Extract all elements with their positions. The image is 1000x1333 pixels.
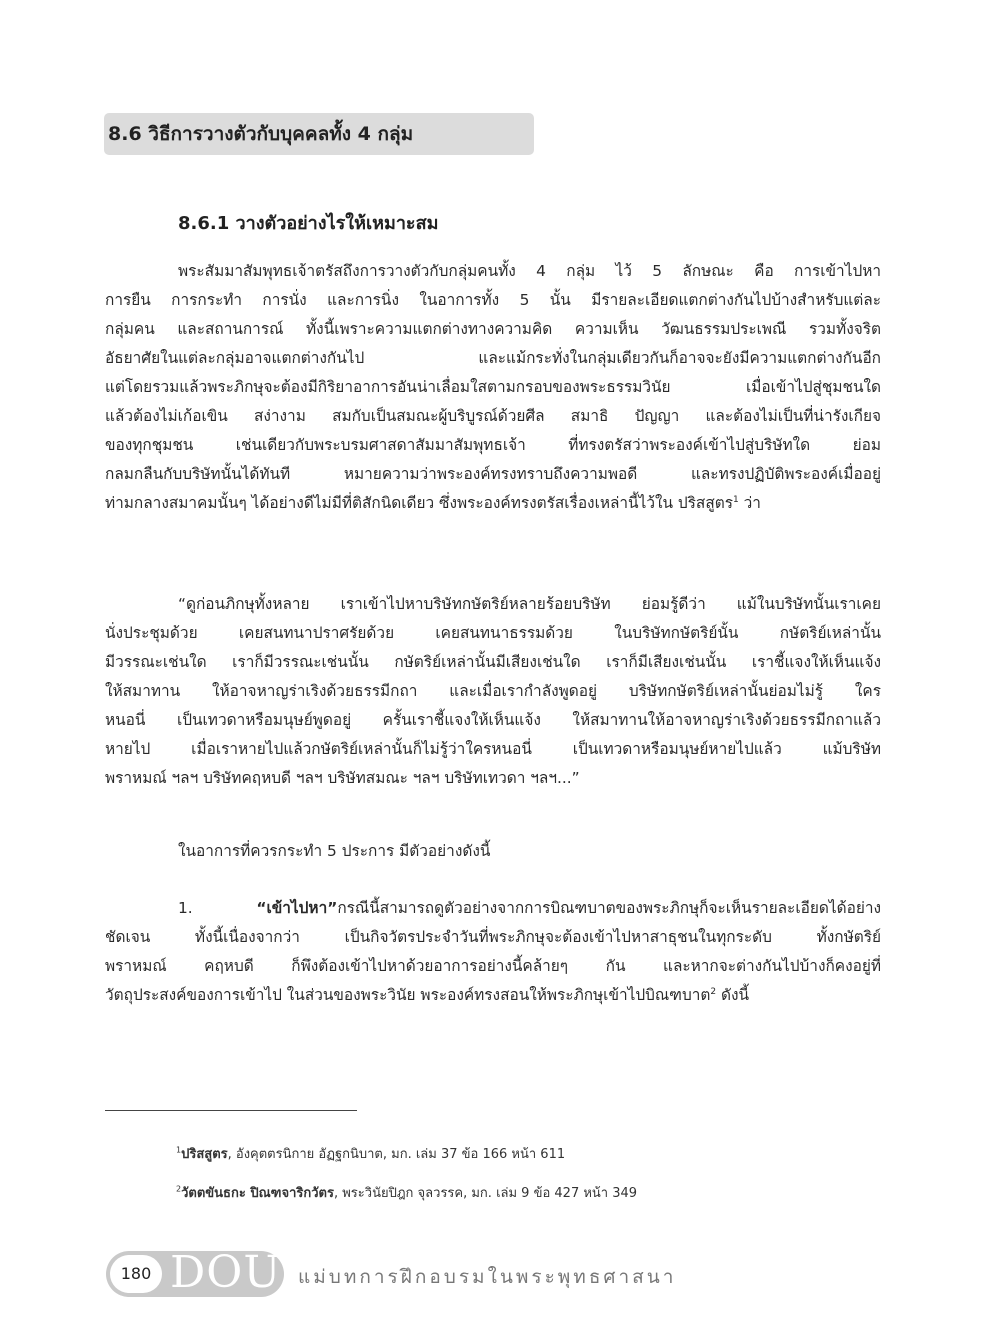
section-title: 8.6 วิธีการวางตัวกับบุคคลทั้ง 4 กลุ่ม <box>108 123 414 145</box>
paragraph-line: การยืน การกระทำ การนั่ง และการนิ่ง ในอาการทั้ง 5 นั้น มีรายละเอียดแตกต่างกันไปบ้างสำหรับแต่ละ <box>105 291 881 309</box>
footnote-1 <box>176 1143 565 1164</box>
footnote-source-title: ปริสสูตร <box>181 1147 228 1162</box>
footnote-source-text: , อังคุตตรนิกาย อัฏฐกนิบาต, มก. เล่ม 37 ข้อ 166 หน้า 611 <box>227 1147 566 1162</box>
paragraph-line: กลมกลืนกับบริษัทนั้นได้ทันที หมายความว่าพระองค์ทรงทราบถึงความพอดี และทรงปฏิบัติพระองค์เมื่ออยู่ <box>105 465 881 483</box>
item-term: “เข้าไปหา” <box>256 899 338 917</box>
footnote-source-title: วัตตขันธกะ ปิณฑจาริกวัตร <box>181 1186 334 1201</box>
paragraph-line: แล้วต้องไม่เก้อเขิน สง่างาม สมกับเป็นสมณะผู้บริบูรณ์ด้วยศีล สมาธิ ปัญญา และต้องไม่เป็นที่น่ารังเกียจ <box>105 407 881 425</box>
item-line: พราหมณ์ คฤหบดี ก็พึงต้องเข้าไปหาด้วยอาการอย่างนี้คล้ายๆ กัน และหากจะต่างกันไปบ้างก็คงอยู่ที่ <box>105 957 881 975</box>
quote-line: หนอนี่ เป็นเทวดาหรือมนุษย์พูดอยู่ ครั้นเราชี้แจงให้เห็นแจ้ง ให้สมาทานให้อาจหาญร่าเริงด้วยธรรมีกถาแล้ว <box>105 711 881 729</box>
footnote-marker-1: 1 <box>732 494 739 505</box>
footnote-marker-2: 2 <box>710 986 717 997</box>
intro-line: ในอาการที่ควรกระทำ 5 ประการ มีตัวอย่างดังนี้ <box>178 842 491 860</box>
item-line-last <box>105 981 881 1010</box>
footnote-source-text: , พระวินัยปิฎก จุลวรรค, มก. เล่ม 9 ข้อ 427 หน้า 349 <box>333 1186 638 1201</box>
item-number: 1. <box>178 899 257 917</box>
item-line-text: วัตถุประสงค์ของการเข้าไป ในส่วนของพระวินัย พระองค์ทรงสอนให้พระภิกษุเข้าไปบิณฑบาต <box>105 986 711 1004</box>
paragraph-line: อัธยาศัยในแต่ละกลุ่มอาจแตกต่างกันไป และแม้กระทั่งในกลุ่มเดียวกันก็อาจจะยังมีความแตกต่างกันอีก <box>105 349 881 367</box>
paragraph-line: แต่โดยรวมแล้วพระภิกษุจะต้องมีกิริยาอาการอันน่าเลื่อมใสตามกรอบของพระธรรมวินัย เมื่อเข้าไปสู่ชุมชนใด <box>105 378 881 396</box>
quote-block <box>105 590 881 793</box>
item-1-paragraph <box>105 894 881 1010</box>
footnote-2 <box>176 1182 637 1203</box>
paragraph-line: พระสัมมาสัมพุทธเจ้าตรัสถึงการวางตัวกับกลุ่มคนทั้ง 4 กลุ่ม ไว้ 5 ลักษณะ คือ การเข้าไปหา <box>178 262 881 280</box>
quote-line: พราหมณ์ ฯลฯ บริษัทคฤหบดี ฯลฯ บริษัทสมณะ ฯลฯ บริษัทเทวดา ฯลฯ...” <box>105 769 580 787</box>
quote-line: หายไป เมื่อเราหายไปแล้วกษัตริย์เหล่านั้นก็ไม่รู้ว่าใครหนอนี่ เป็นเทวดาหรือมนุษย์หายไปแล้ว แม้บริษัท <box>105 740 881 758</box>
paragraph-line-text: ท่ามกลางสมาคมนั้นๆ ได้อย่างดีไม่มีที่ติสักนิดเดียว ซึ่งพระองค์ทรงตรัสเรื่องเหล่านี้ไว้ใน ปริสสูตร <box>105 494 733 512</box>
footnote-mark: 1 <box>176 1145 182 1155</box>
quote-line: “ดูก่อนภิกษุทั้งหลาย เราเข้าไปหาบริษัทกษัตริย์หลายร้อยบริษัท ย่อมรู้ดีว่า แม้ในบริษัทนั้นเราเคย <box>178 595 881 613</box>
quote-line: มีวรรณะเช่นใด เราก็มีวรรณะเช่นนั้น กษัตริย์เหล่านั้นมีเสียงเช่นใด เราก็มีเสียงเช่นนั้น เราชี้แจงให้เห็นแจ้ง <box>105 653 881 671</box>
quote-line: นั่งประชุมด้วย เคยสนทนาปราศรัยด้วย เคยสนทนาธรรมด้วย ในบริษัทกษัตริย์นั้น กษัตริย์เหล่านั้น <box>105 624 881 642</box>
item-1-first-line <box>105 894 881 923</box>
paragraph-1 <box>105 257 881 518</box>
item-line: ชัดเจน ทั้งนี้เนื่องจากว่า เป็นกิจวัตรประจำวันที่พระภิกษุจะต้องเข้าไปหาสาธุชนในทุกระดับ ทั้งกษัตริย์ <box>105 928 881 946</box>
subsection-title: 8.6.1 วางตัวอย่างไรให้เหมาะสม <box>178 213 439 234</box>
dou-logo: DOU <box>170 1247 282 1298</box>
footnote-divider <box>105 1110 357 1111</box>
paragraph-line-last <box>105 489 881 518</box>
paragraph-line: กลุ่มคน และสถานการณ์ ทั้งนี้เพราะความแตกต่างทางความคิด ความเห็น วัฒนธรรมประเพณี รวมทั้งจริต <box>105 320 881 338</box>
book-title: แม่บทการฝึกอบรมในพระพุทธศาสนา <box>298 1266 677 1288</box>
footnote-mark: 2 <box>176 1184 182 1194</box>
quote-line: ให้สมาทาน ให้อาจหาญร่าเริงด้วยธรรมีกถา และเมื่อเรากำลังพูดอยู่ บริษัทกษัตริย์เหล่านั้นย่อมไม่รู้ ใคร <box>105 682 881 700</box>
page-number: 180 <box>110 1255 162 1293</box>
item-end-text: ดังนี้ <box>716 986 750 1004</box>
paragraph-end-text: ว่า <box>738 494 761 512</box>
paragraph-line: ของทุกชุมชน เช่นเดียวกับพระบรมศาสดาสัมมาสัมพุทธเจ้า ที่ทรงตรัสว่าพระองค์เข้าไปสู่บริษัทใด ย่อม <box>105 436 881 454</box>
item-text: กรณีนี้สามารถดูตัวอย่างจากการบิณฑบาตของพระภิกษุก็จะเห็นรายละเอียดได้อย่าง <box>337 899 881 917</box>
